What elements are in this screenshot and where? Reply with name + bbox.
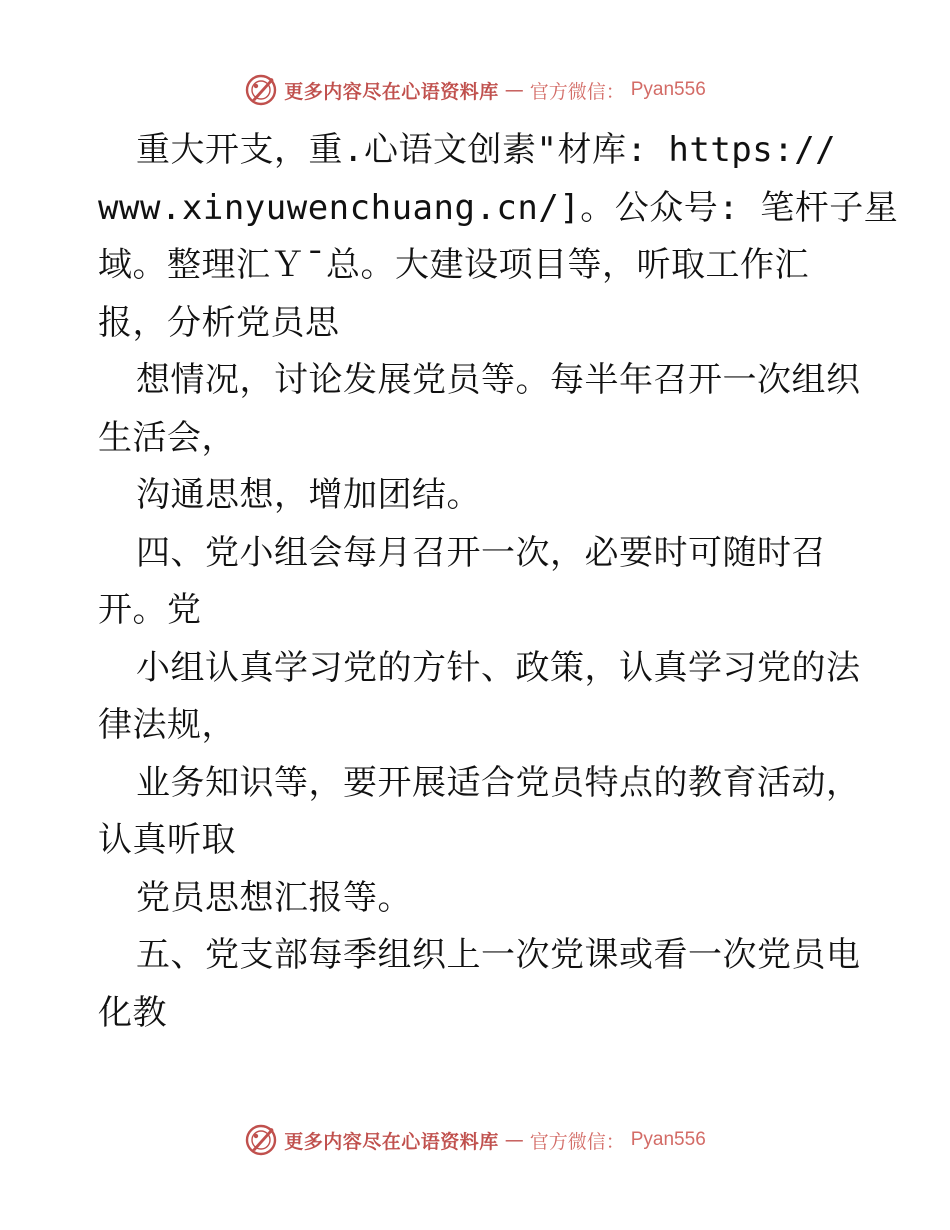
text-line: 化教	[98, 992, 167, 1033]
text-line: 五、党支部每季组织上一次党课或看一次党员电	[136, 935, 861, 975]
text-line: 开。党	[98, 590, 202, 630]
text-line: 域。整理汇Ｙ¯总。大建设项目等，听取工作汇	[98, 245, 809, 285]
text-line: 小组认真学习党的方针、政策，认真学习党的法	[136, 647, 861, 688]
text-line: 想情况，讨论发展党员等。每半年召开一次组织	[136, 360, 861, 400]
footer-banner	[0, 1118, 950, 1162]
header-banner-inner	[244, 73, 706, 107]
footer-banner-dash: —	[504, 1129, 524, 1151]
header-banner-official: 官方微信：	[529, 80, 625, 103]
header-banner-title: 更多内容尽在心语资料库	[284, 80, 499, 103]
footer-banner-wechat-id: Pyan556	[630, 1129, 706, 1150]
quill-seal-icon	[244, 1123, 278, 1157]
footer-banner-inner	[244, 1123, 706, 1157]
text-line: 党员思想汇报等。	[136, 877, 412, 918]
header-banner	[0, 68, 950, 112]
header-banner-wechat-id: Pyan556	[630, 79, 706, 100]
quill-seal-icon	[244, 73, 278, 107]
text-line: www.xinyuwenchuang.cn/]。公众号: 笔杆子星	[98, 187, 899, 228]
text-line: 生活会，	[98, 417, 236, 458]
document-body	[98, 122, 899, 1042]
text-line: 律法规，	[98, 705, 236, 745]
text-line: 业务知识等，要开展适合党员特点的教育活动，	[136, 762, 861, 803]
text-line: 报，分析党员思	[98, 302, 340, 343]
text-line: 沟通思想，增加团结。	[136, 475, 481, 515]
footer-banner-title: 更多内容尽在心语资料库	[284, 1130, 499, 1153]
text-line: 四、党小组会每月召开一次，必要时可随时召	[136, 532, 826, 573]
header-banner-dash: —	[504, 79, 524, 101]
footer-banner-official: 官方微信：	[529, 1130, 625, 1153]
text-line: 认真听取	[98, 820, 236, 860]
text-line: 重大开支，重.心语文创素"材库: https://	[136, 130, 837, 170]
